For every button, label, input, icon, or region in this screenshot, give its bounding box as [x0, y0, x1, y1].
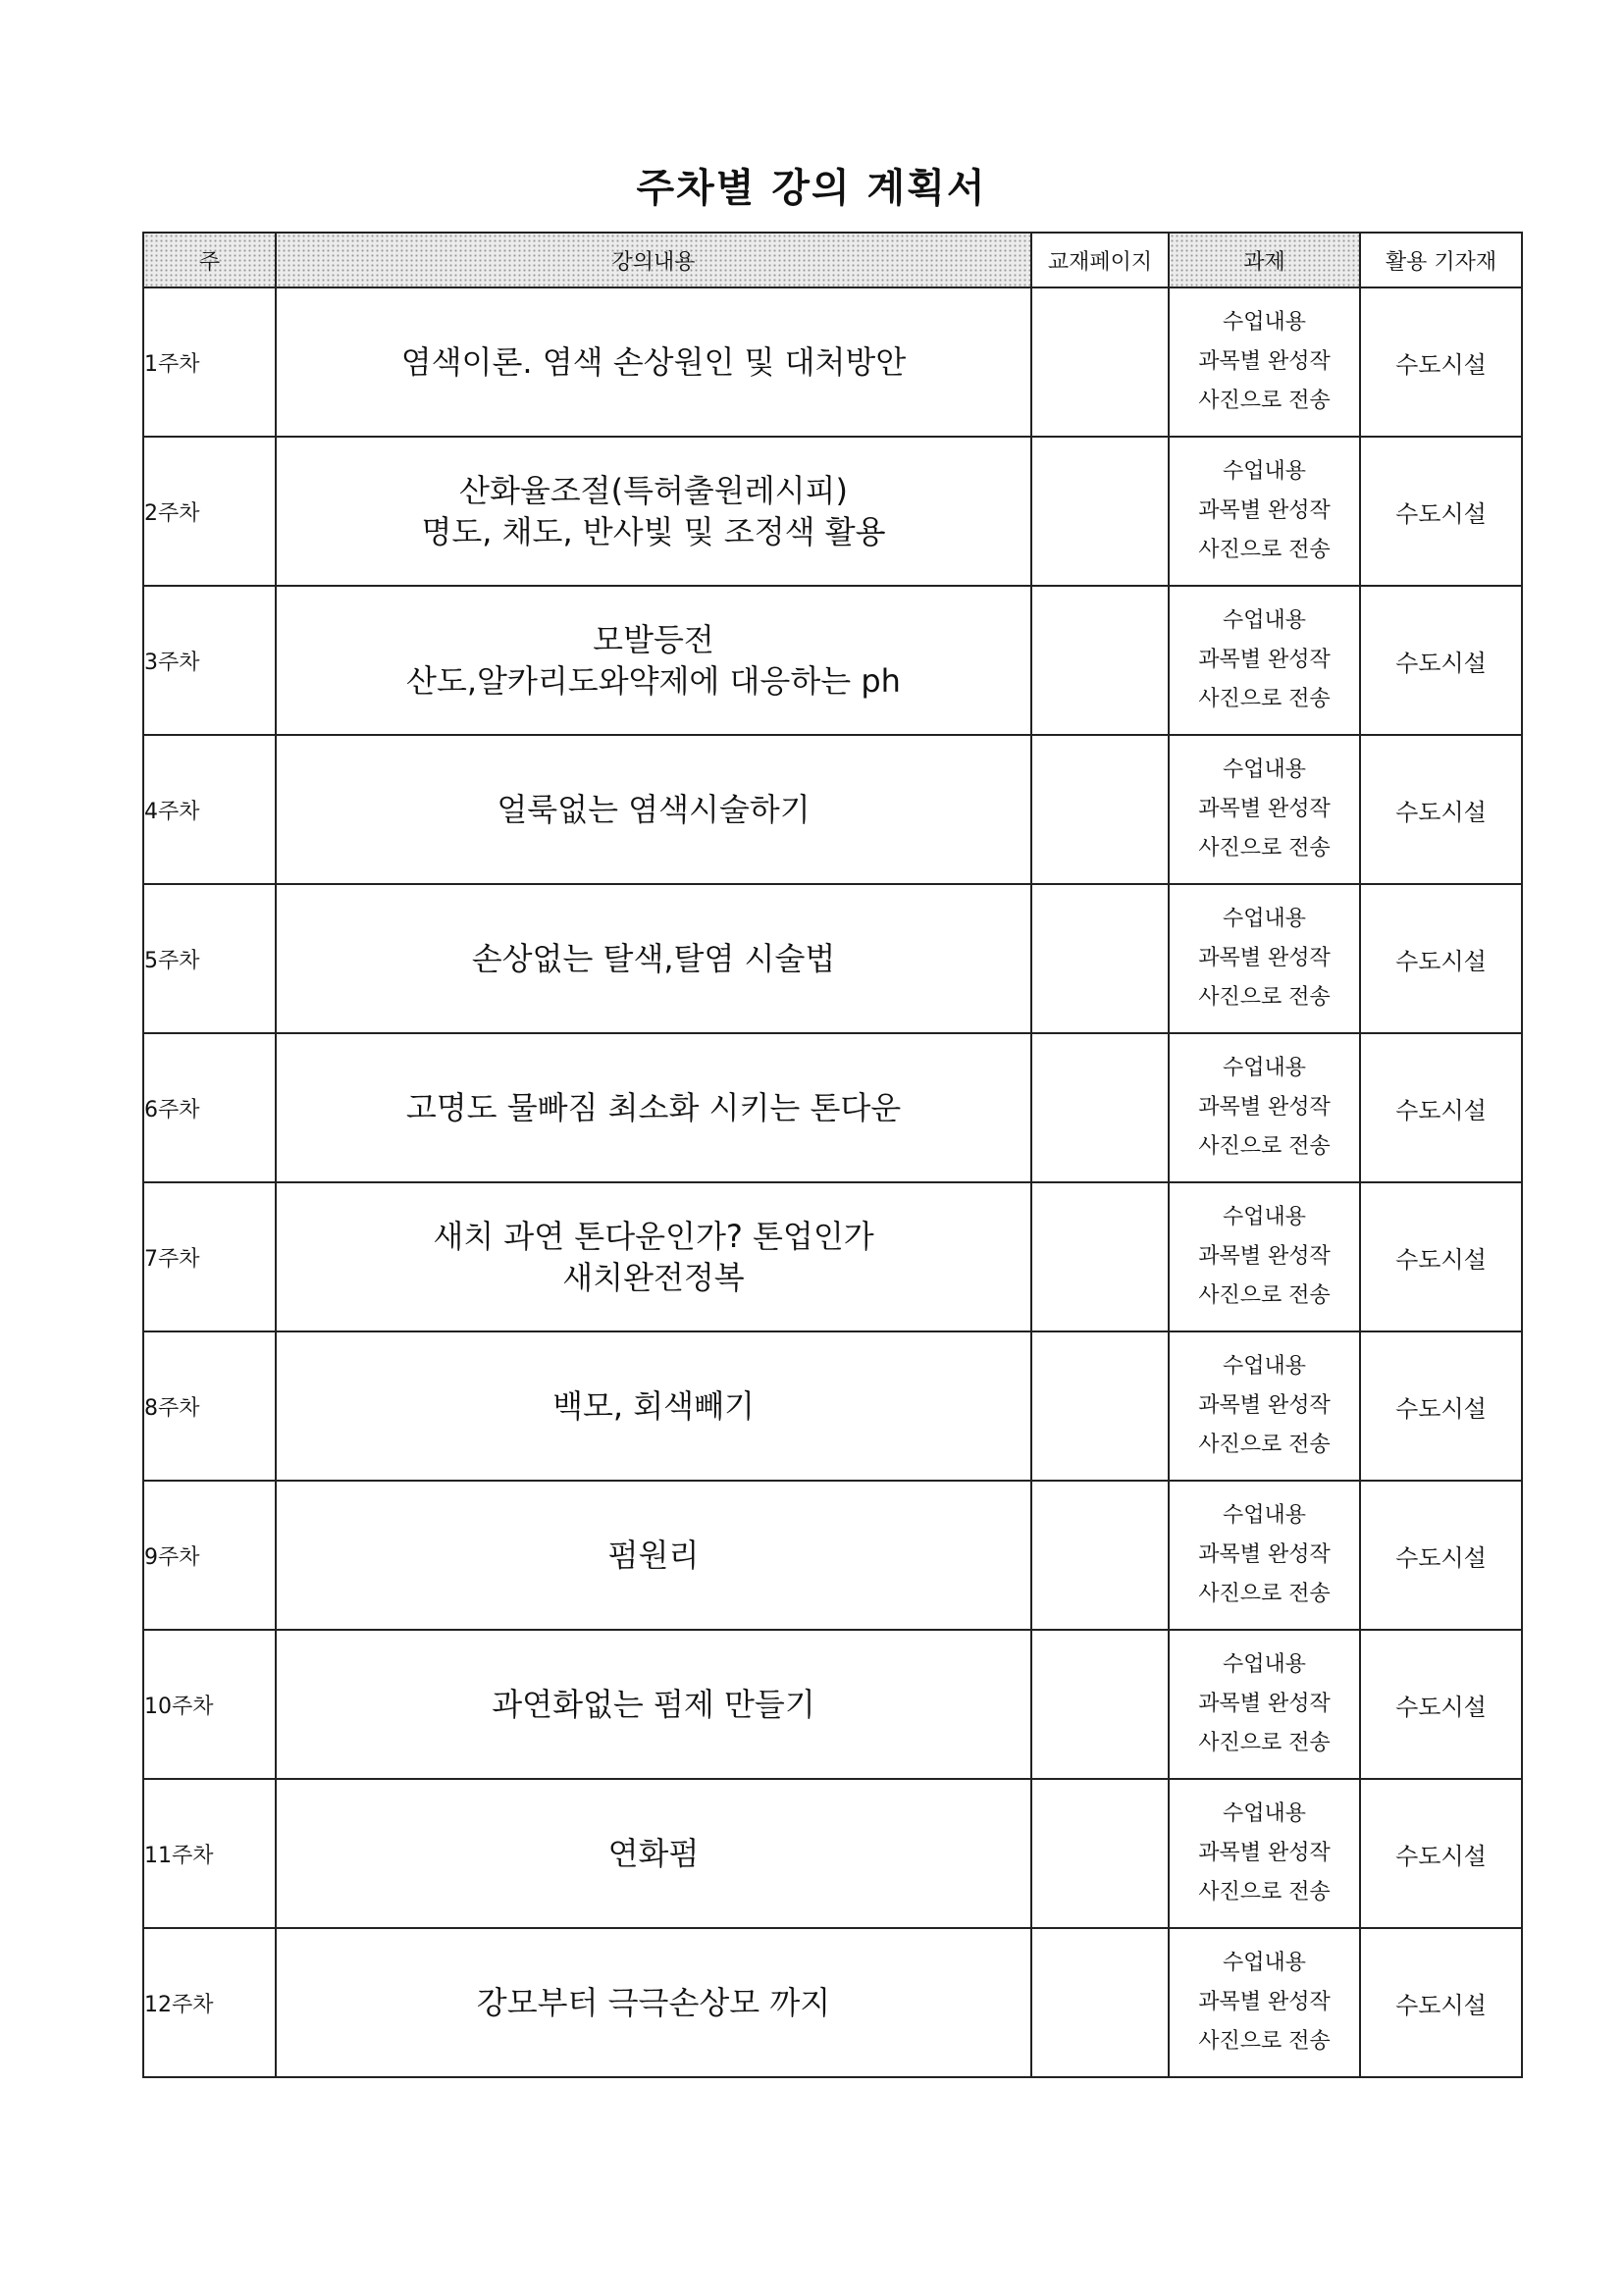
assignment-line: 사진으로 전송 [1198, 389, 1331, 413]
lecture-content-cell [276, 884, 1031, 1033]
lecture-content-line: 모발등전 [593, 621, 714, 658]
lecture-content-line: 과연화없는 펌제 만들기 [492, 1686, 815, 1723]
lecture-content-line: 펌원리 [607, 1537, 700, 1574]
assignment-line: 수업내용 [1222, 1652, 1306, 1677]
equipment-cell: 수도시설 [1360, 1928, 1522, 2077]
table-row [143, 586, 1522, 735]
assignment-line: 사진으로 전송 [1198, 1433, 1331, 1457]
week-cell: 12주차 [143, 1928, 276, 2077]
assignment-line: 과목별 완성작 [1198, 648, 1331, 672]
equipment-cell: 수도시설 [1360, 1630, 1522, 1779]
lecture-content-line: 새치완전정복 [562, 1259, 745, 1296]
assignment-line: 수업내용 [1222, 907, 1306, 931]
assignment-line: 수업내용 [1222, 1205, 1306, 1229]
equipment-cell: 수도시설 [1360, 1033, 1522, 1182]
lecture-content-cell [276, 287, 1031, 437]
assignment-line: 수업내용 [1222, 1354, 1306, 1379]
lecture-content-cell [276, 437, 1031, 586]
table-row [143, 437, 1522, 586]
equipment-cell: 수도시설 [1360, 437, 1522, 586]
assignment-cell [1169, 735, 1360, 884]
assignment-line: 수업내용 [1222, 310, 1306, 335]
assignment-line: 과목별 완성작 [1198, 1990, 1331, 2014]
header-textbook-page: 교재페이지 [1031, 233, 1169, 287]
week-cell: 5주차 [143, 884, 276, 1033]
week-cell: 3주차 [143, 586, 276, 735]
textbook-page-cell [1031, 586, 1169, 735]
week-cell: 4주차 [143, 735, 276, 884]
assignment-line: 사진으로 전송 [1198, 1880, 1331, 1905]
assignment-line: 사진으로 전송 [1198, 1731, 1331, 1755]
assignment-line: 과목별 완성작 [1198, 1542, 1331, 1567]
equipment-cell: 수도시설 [1360, 287, 1522, 437]
assignment-line: 과목별 완성작 [1198, 1393, 1331, 1418]
lecture-content-cell [276, 1481, 1031, 1630]
lecture-content-cell [276, 1630, 1031, 1779]
assignment-cell [1169, 884, 1360, 1033]
assignment-line: 사진으로 전송 [1198, 687, 1331, 711]
table-row [143, 287, 1522, 437]
header-assignment: 과제 [1169, 233, 1360, 287]
table-row [143, 1928, 1522, 2077]
textbook-page-cell [1031, 1928, 1169, 2077]
assignment-line: 과목별 완성작 [1198, 1692, 1331, 1716]
equipment-cell: 수도시설 [1360, 1481, 1522, 1630]
equipment-cell: 수도시설 [1360, 586, 1522, 735]
week-cell: 1주차 [143, 287, 276, 437]
assignment-line: 사진으로 전송 [1198, 1582, 1331, 1606]
lecture-content-cell [276, 1182, 1031, 1331]
table-header-row [143, 233, 1522, 287]
header-content: 강의내용 [276, 233, 1031, 287]
textbook-page-cell [1031, 287, 1169, 437]
lecture-plan-table [142, 232, 1523, 2078]
table-row [143, 1779, 1522, 1928]
lecture-content-line: 새치 과연 톤다운인가? 톤업인가 [433, 1218, 874, 1255]
assignment-line: 사진으로 전송 [1198, 985, 1331, 1010]
assignment-cell [1169, 1033, 1360, 1182]
textbook-page-cell [1031, 1331, 1169, 1481]
assignment-line: 수업내용 [1222, 608, 1306, 633]
assignment-line: 과목별 완성작 [1198, 1095, 1331, 1120]
table-row [143, 884, 1522, 1033]
lecture-content-cell [276, 586, 1031, 735]
lecture-content-line: 손상없는 탈색,탈염 시술법 [471, 940, 836, 977]
lecture-content-line: 얼룩없는 염색시술하기 [497, 791, 811, 828]
week-cell: 9주차 [143, 1481, 276, 1630]
lecture-content-cell [276, 1033, 1031, 1182]
equipment-cell: 수도시설 [1360, 884, 1522, 1033]
lecture-content-line: 연화펌 [607, 1835, 700, 1872]
lecture-content-line: 산화율조절(특허출원레시피) [459, 472, 848, 509]
lecture-content-cell [276, 1928, 1031, 2077]
week-cell: 6주차 [143, 1033, 276, 1182]
textbook-page-cell [1031, 437, 1169, 586]
assignment-cell [1169, 586, 1360, 735]
lecture-content-line: 강모부터 극극손상모 까지 [476, 1984, 831, 2021]
table-row [143, 1331, 1522, 1481]
assignment-line: 수업내용 [1222, 459, 1306, 484]
assignment-line: 사진으로 전송 [1198, 538, 1331, 562]
textbook-page-cell [1031, 1481, 1169, 1630]
assignment-line: 과목별 완성작 [1198, 1841, 1331, 1865]
assignment-line: 수업내용 [1222, 1056, 1306, 1080]
textbook-page-cell [1031, 735, 1169, 884]
week-cell: 7주차 [143, 1182, 276, 1331]
assignment-line: 과목별 완성작 [1198, 1244, 1331, 1269]
table-row [143, 1630, 1522, 1779]
assignment-line: 과목별 완성작 [1198, 946, 1331, 970]
assignment-line: 사진으로 전송 [1198, 1283, 1331, 1308]
table-row [143, 735, 1522, 884]
assignment-cell [1169, 1182, 1360, 1331]
assignment-line: 수업내용 [1222, 1801, 1306, 1826]
assignment-line: 수업내용 [1222, 1951, 1306, 1975]
assignment-line: 사진으로 전송 [1198, 2029, 1331, 2054]
lecture-content-cell [276, 1779, 1031, 1928]
lecture-content-line: 명도, 채도, 반사빛 및 조정색 활용 [421, 513, 886, 550]
lecture-content-cell [276, 1331, 1031, 1481]
page-title: 주차별 강의 계획서 [636, 166, 987, 211]
assignment-cell [1169, 1779, 1360, 1928]
week-cell: 2주차 [143, 437, 276, 586]
assignment-cell [1169, 1928, 1360, 2077]
assignment-cell [1169, 1630, 1360, 1779]
header-week: 주 [143, 233, 276, 287]
equipment-cell: 수도시설 [1360, 1331, 1522, 1481]
assignment-cell [1169, 437, 1360, 586]
equipment-cell: 수도시설 [1360, 735, 1522, 884]
assignment-cell [1169, 1481, 1360, 1630]
equipment-cell: 수도시설 [1360, 1182, 1522, 1331]
textbook-page-cell [1031, 1630, 1169, 1779]
table-row [143, 1033, 1522, 1182]
lecture-content-line: 산도,알카리도와약제에 대응하는 ph [406, 662, 901, 700]
lecture-content-cell [276, 735, 1031, 884]
equipment-cell: 수도시설 [1360, 1779, 1522, 1928]
textbook-page-cell [1031, 884, 1169, 1033]
header-equipment: 활용 기자재 [1360, 233, 1522, 287]
textbook-page-cell [1031, 1779, 1169, 1928]
week-cell: 8주차 [143, 1331, 276, 1481]
textbook-page-cell [1031, 1182, 1169, 1331]
assignment-cell [1169, 287, 1360, 437]
week-cell: 10주차 [143, 1630, 276, 1779]
lecture-content-line: 백모, 회색빼기 [552, 1387, 755, 1425]
assignment-line: 과목별 완성작 [1198, 797, 1331, 821]
table-row [143, 1481, 1522, 1630]
assignment-line: 과목별 완성작 [1198, 349, 1331, 374]
assignment-cell [1169, 1331, 1360, 1481]
lecture-content-line: 염색이론. 염색 손상원인 및 대처방안 [400, 343, 907, 381]
assignment-line: 사진으로 전송 [1198, 836, 1331, 861]
assignment-line: 수업내용 [1222, 757, 1306, 782]
textbook-page-cell [1031, 1033, 1169, 1182]
lecture-content-line: 고명도 물빠짐 최소화 시키는 톤다운 [405, 1089, 902, 1126]
table-row [143, 1182, 1522, 1331]
week-cell: 11주차 [143, 1779, 276, 1928]
assignment-line: 사진으로 전송 [1198, 1134, 1331, 1159]
assignment-line: 수업내용 [1222, 1503, 1306, 1528]
assignment-line: 과목별 완성작 [1198, 498, 1331, 523]
